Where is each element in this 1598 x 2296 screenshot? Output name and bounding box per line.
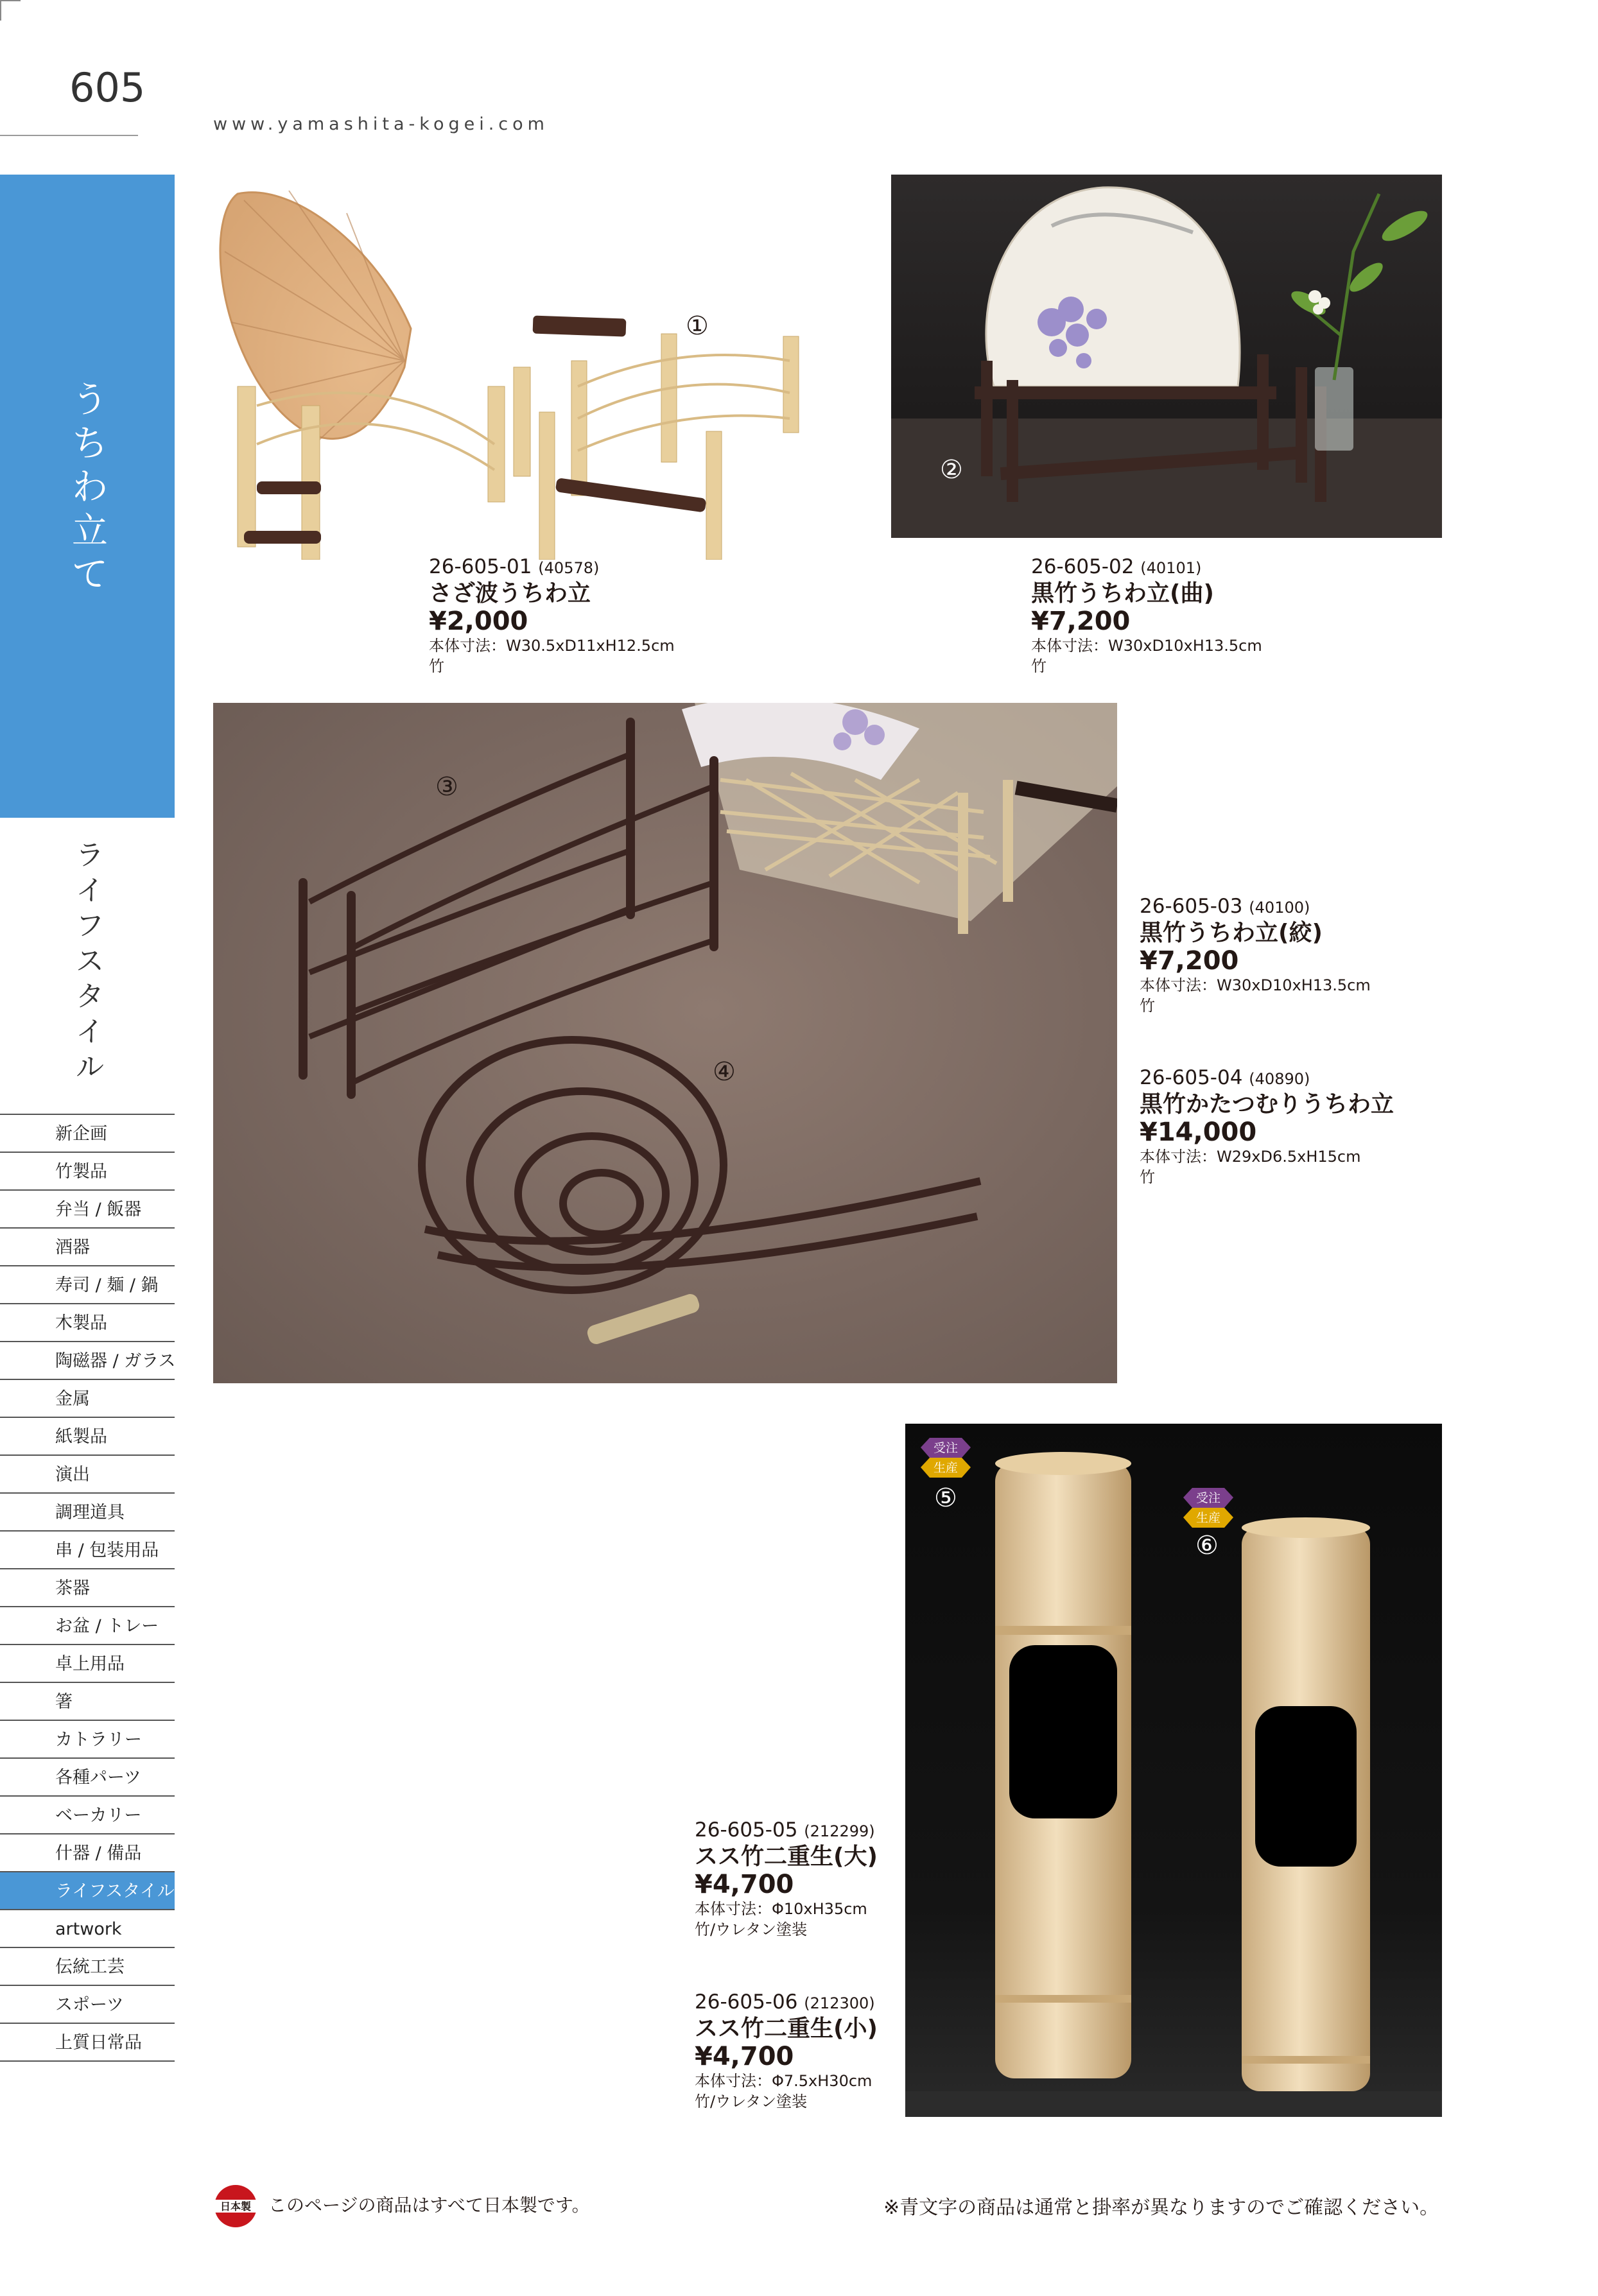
nav-item[interactable]: 酒器 — [0, 1229, 175, 1266]
nav-item[interactable]: 紙製品 — [0, 1418, 175, 1456]
made-to-order-badge-6 — [1183, 1488, 1233, 1528]
category-sub-char: フ — [76, 910, 104, 942]
nav-item[interactable]: 伝統工芸 — [0, 1948, 175, 1986]
badge-line1: 受注 — [1195, 1491, 1221, 1505]
product-material: 竹 — [429, 657, 444, 675]
product-code: 26-605-03 (40100) — [1140, 895, 1310, 918]
nav-item[interactable]: 調理道具 — [0, 1494, 175, 1532]
product-photo-1 — [218, 175, 835, 560]
product-photo-4 — [905, 1424, 1442, 2117]
product-price: ¥14,000 — [1140, 1118, 1257, 1147]
product-material: 竹/ウレタン塗装 — [695, 2093, 808, 2110]
marker-5: ⑤ — [934, 1483, 957, 1513]
crop-mark — [0, 0, 21, 21]
nav-item[interactable]: 演出 — [0, 1456, 175, 1494]
category-title — [61, 379, 119, 597]
product-1 — [429, 555, 675, 677]
category-sub-char: ラ — [76, 839, 104, 872]
nav-item[interactable]: 卓上用品 — [0, 1645, 175, 1683]
nav-item[interactable]: 茶器 — [0, 1569, 175, 1607]
dark-fan-illustration — [891, 175, 1442, 538]
product-name: 黒竹うちわ立(曲) — [1031, 580, 1214, 607]
product-code: 26-605-02 (40101) — [1031, 555, 1202, 578]
nav-item[interactable]: カトラリー — [0, 1721, 175, 1759]
category-tab — [0, 175, 175, 818]
category-title-char: て — [72, 554, 108, 596]
product-dimensions: 本体寸法：Φ10xH35cm — [695, 1900, 867, 1918]
product-photo-3 — [213, 703, 1117, 1383]
nav-item[interactable]: 弁当 / 飯器 — [0, 1191, 175, 1229]
product-material: 竹 — [1031, 657, 1047, 675]
product-price: ¥2,000 — [429, 607, 528, 636]
product-name: 黒竹かたつむりうちわ立 — [1140, 1091, 1394, 1118]
category-title-char: わ — [72, 467, 108, 508]
website-url[interactable]: www.yamashita-kogei.com — [213, 114, 549, 134]
category-title-char: ち — [72, 423, 108, 465]
product-code: 26-605-01 (40578) — [429, 555, 600, 578]
marker-3: ③ — [435, 772, 458, 802]
product-photo-2 — [891, 175, 1442, 538]
nav-item[interactable]: 竹製品 — [0, 1153, 175, 1191]
nav-item[interactable]: 寿司 / 麺 / 鍋 — [0, 1266, 175, 1304]
category-sub-char: ル — [76, 1051, 104, 1083]
page-number-rule — [0, 135, 138, 136]
product-3 — [1140, 894, 1371, 1016]
nav-item[interactable]: 上質日常品 — [0, 2024, 175, 2062]
category-sub-char: タ — [76, 980, 104, 1013]
product-dimensions: 本体寸法：W30xD10xH13.5cm — [1031, 637, 1262, 655]
nav-item[interactable]: 各種パーツ — [0, 1759, 175, 1797]
footer-made-in-japan-note: このページの商品はすべて日本製です。 — [268, 2195, 590, 2216]
product-dimensions: 本体寸法：W30.5xD11xH12.5cm — [429, 637, 675, 655]
nav-item[interactable]: お盆 / トレー — [0, 1607, 175, 1645]
category-title-char: 立 — [72, 510, 108, 552]
category-sub-char: イ — [76, 1015, 104, 1048]
product-material: 竹 — [1140, 997, 1155, 1015]
product-6 — [695, 1990, 878, 2112]
product-name: スス竹二重生(大) — [695, 1843, 878, 1870]
category-sub-char: イ — [76, 874, 104, 907]
marker-4: ④ — [713, 1057, 736, 1087]
footer-rate-note: ※青文字の商品は通常と掛率が異なりますのでご確認ください。 — [883, 2197, 1439, 2219]
product-material: 竹 — [1140, 1168, 1155, 1186]
fan-stand-illustration — [218, 175, 835, 560]
product-dimensions: 本体寸法：Φ7.5xH30cm — [695, 2072, 873, 2090]
product-price: ¥7,200 — [1031, 607, 1131, 636]
nav-item[interactable]: 金属 — [0, 1380, 175, 1418]
nav-item[interactable]: 新企画 — [0, 1115, 175, 1153]
product-5 — [695, 1818, 878, 1940]
marker-2: ② — [940, 455, 963, 485]
nav-item[interactable]: 箸 — [0, 1683, 175, 1721]
nav-item[interactable]: 木製品 — [0, 1304, 175, 1342]
black-bamboo-stands-illustration — [213, 703, 1117, 1383]
made-to-order-badge-5 — [921, 1438, 971, 1478]
product-name: さざ波うちわ立 — [429, 580, 591, 607]
marker-1: ① — [686, 311, 709, 341]
product-code: 26-605-04 (40890) — [1140, 1066, 1310, 1089]
page-number: 605 — [69, 64, 146, 111]
nav-item[interactable]: ベーカリー — [0, 1797, 175, 1834]
product-dimensions: 本体寸法：W29xD6.5xH15cm — [1140, 1148, 1361, 1166]
product-price: ¥4,700 — [695, 2042, 794, 2071]
category-sub-char: ス — [76, 945, 104, 978]
nav-item[interactable]: artwork — [0, 1910, 175, 1948]
nav-item[interactable]: 串 / 包装用品 — [0, 1532, 175, 1569]
badge-line1: 受注 — [933, 1441, 959, 1455]
category-subtitle — [61, 838, 119, 1085]
product-price: ¥7,200 — [1140, 946, 1239, 976]
nav-item-active[interactable]: ライフスタイル — [0, 1872, 175, 1910]
nav-item[interactable]: 陶磁器 / ガラス — [0, 1342, 175, 1380]
category-nav — [0, 1114, 175, 2062]
badge-line2: 生産 — [1195, 1511, 1221, 1525]
made-in-japan-mark-text: 日本製 — [220, 2200, 252, 2213]
category-title-char: う — [72, 379, 108, 421]
marker-6: ⑥ — [1195, 1531, 1219, 1560]
product-2 — [1031, 555, 1262, 677]
product-name: 黒竹うちわ立(絞) — [1140, 920, 1323, 946]
product-code: 26-605-05 (212299) — [695, 1818, 875, 1842]
product-dimensions: 本体寸法：W30xD10xH13.5cm — [1140, 976, 1371, 994]
product-material: 竹/ウレタン塗装 — [695, 1921, 808, 1938]
badge-line2: 生産 — [933, 1461, 959, 1475]
nav-item[interactable]: スポーツ — [0, 1986, 175, 2024]
product-name: スス竹二重生(小) — [695, 2015, 878, 2042]
product-code: 26-605-06 (212300) — [695, 1990, 875, 2014]
made-in-japan-icon — [213, 2184, 258, 2229]
bamboo-vases-illustration — [905, 1424, 1442, 2117]
product-4 — [1140, 1066, 1394, 1187]
product-price: ¥4,700 — [695, 1870, 794, 1899]
nav-item[interactable]: 什器 / 備品 — [0, 1834, 175, 1872]
